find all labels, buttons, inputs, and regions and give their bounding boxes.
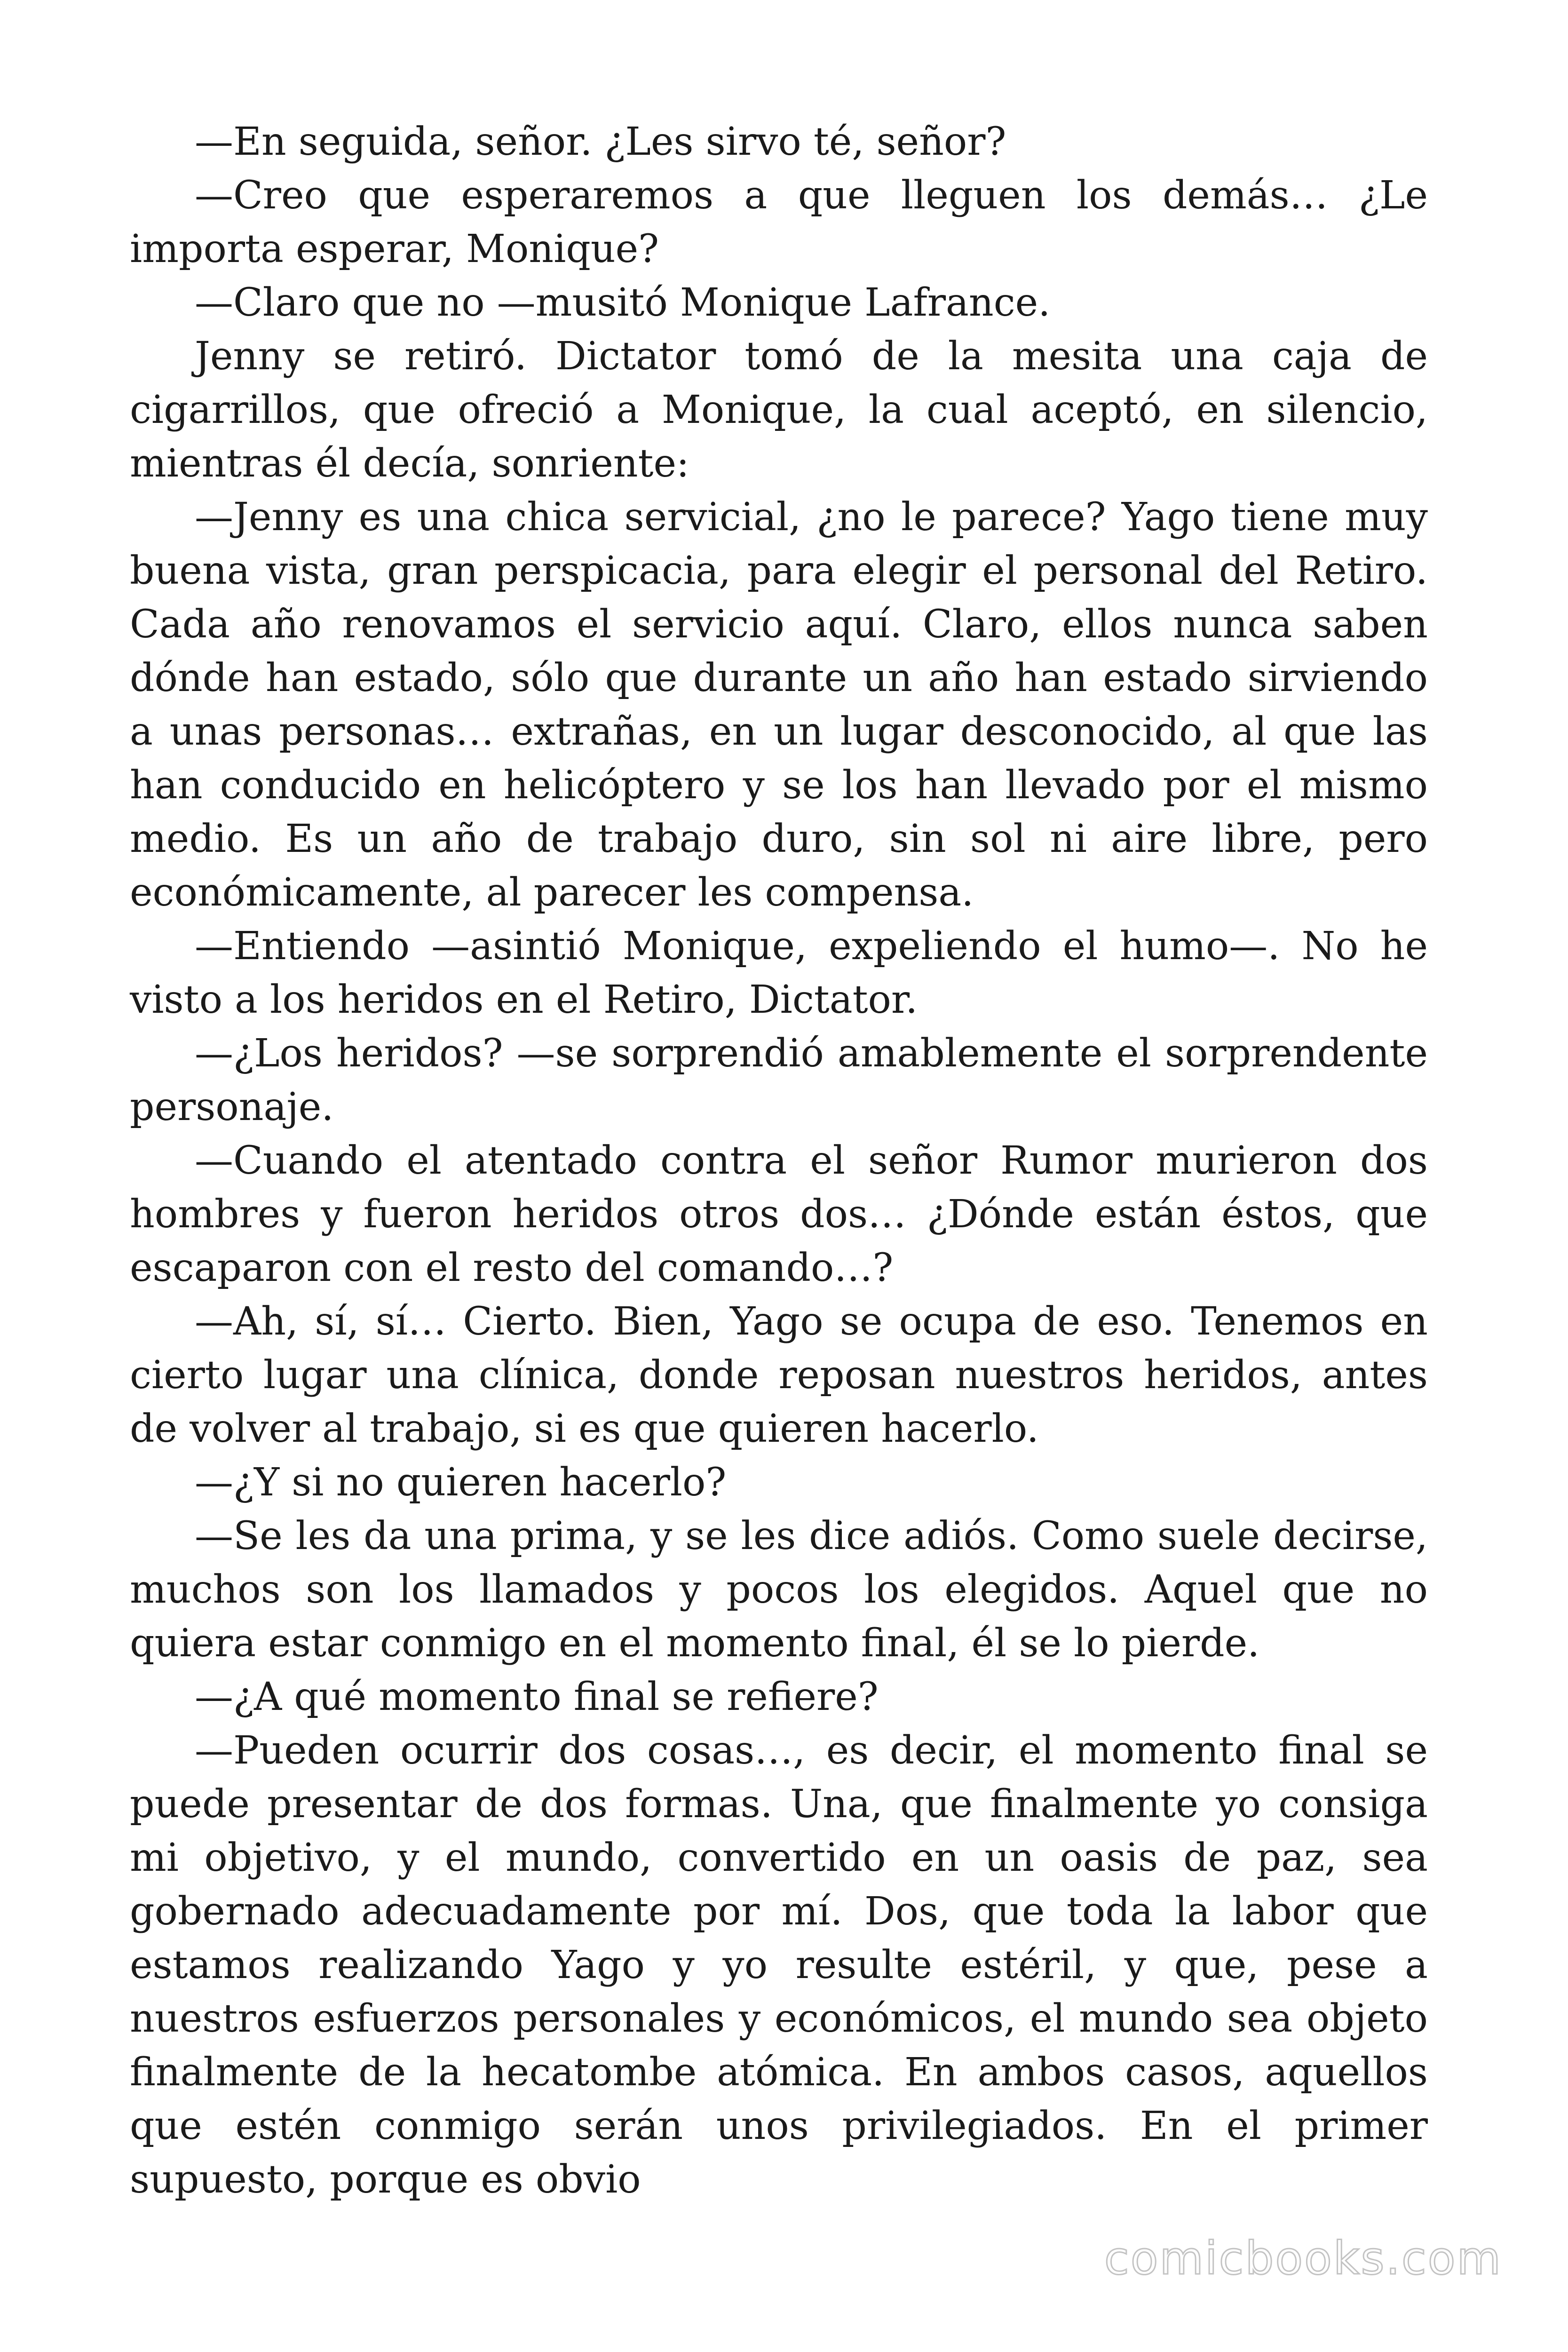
paragraph: —¿A qué momento final se refiere? <box>195 1675 879 1719</box>
paragraph: —Entiendo —asintió Monique, expeliendo el humo—. No he visto a los heridos en el Retiro, Dictator. <box>130 924 1428 1022</box>
body-text <box>130 115 1428 2207</box>
paragraph: —Pueden ocurrir dos cosas…, es decir, el momento final se puede presentar de dos formas. Una, que finalmente yo consiga mi objetivo, y el mundo, convertido en un oasis de paz, sea gobernado adecuadamente por mí. Dos, que toda la labor que estamos realizando Yago y yo resulte estéril, y que, pese a nuestros esfuerzos personales y económicos, el mundo sea objeto finalmente de la hecatombe atómica. En ambos casos, aquellos que estén conmigo serán unos privilegiados. En el primer supuesto, porque es obvio <box>130 1728 1428 2202</box>
paragraph: —Claro que no —musitó Monique Lafrance. <box>195 280 1051 325</box>
paragraph: —Cuando el atentado contra el señor Rumor murieron dos hombres y fueron heridos otros dos… ¿Dónde están éstos, que escaparon con el resto del comando…? <box>130 1138 1428 1290</box>
paragraph: —Se les da una prima, y se les dice adiós. Como suele decirse, muchos son los llamados y pocos los elegidos. Aquel que no quiera estar conmigo en el momento final, él se lo pierde. <box>130 1514 1428 1666</box>
paragraph: —En seguida, señor. ¿Les sirvo té, señor? <box>195 119 1006 164</box>
paragraph: Jenny se retiró. Dictator tomó de la mesita una caja de cigarrillos, que ofreció a Monique, la cual aceptó, en silencio, mientras él decía, sonriente: <box>130 334 1428 486</box>
paragraph: —Creo que esperaremos a que lleguen los demás… ¿Le importa esperar, Monique? <box>130 173 1428 271</box>
paragraph: —¿Y si no quieren hacerlo? <box>195 1460 727 1505</box>
watermark: comicbooks.com <box>1104 2232 1502 2285</box>
paragraph: —¿Los heridos? —se sorprendió amablemente el sorprendente personaje. <box>130 1031 1428 1129</box>
paragraph: —Jenny es una chica servicial, ¿no le parece? Yago tiene muy buena vista, gran perspicacia, para elegir el personal del Retiro. Cada año renovamos el servicio aquí. Claro, ellos nunca saben dónde han estado, sólo que durante un año han estado sirviendo a unas personas… extrañas, en un lugar desconocido, al que las han conducido en helicóptero y se los han llevado por el mismo medio. Es un año de trabajo duro, sin sol ni aire libre, pero económicamente, al parecer les compensa. <box>130 495 1428 915</box>
paragraph: —Ah, sí, sí… Cierto. Bien, Yago se ocupa de eso. Tenemos en cierto lugar una clínica, donde reposan nuestros heridos, antes de volver al trabajo, si es que quieren hacerlo. <box>130 1299 1428 1451</box>
